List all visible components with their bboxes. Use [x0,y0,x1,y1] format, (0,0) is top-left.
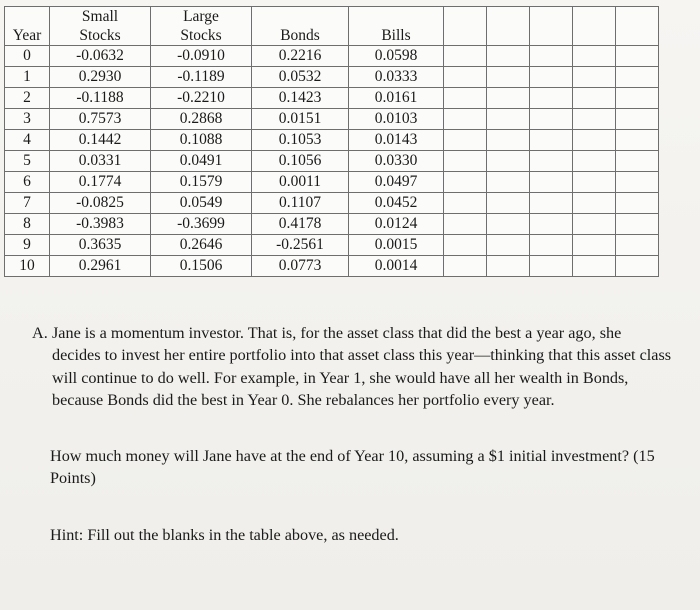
header-blank [573,7,616,46]
bonds-cell: 0.1107 [252,193,349,214]
blank-cell[interactable] [530,172,573,193]
bonds-cell: 0.0532 [252,67,349,88]
blank-cell[interactable] [487,214,530,235]
header-blank [487,7,530,46]
table-row [5,172,659,193]
blank-cell[interactable] [487,88,530,109]
year-cell: 10 [5,256,50,277]
bonds-cell: 0.2216 [252,46,349,67]
header-year: Year [5,7,50,46]
large-stocks-cell: -0.1189 [151,67,252,88]
year-cell: 7 [5,193,50,214]
large-stocks-cell: 0.2646 [151,235,252,256]
blank-cell[interactable] [530,46,573,67]
blank-cell[interactable] [487,193,530,214]
header-large-line1: Large [183,8,219,25]
table-row [5,46,659,67]
blank-cell[interactable] [487,235,530,256]
large-stocks-cell: -0.0910 [151,46,252,67]
blank-cell[interactable] [573,193,616,214]
header-bills: Bills [349,7,444,46]
blank-cell[interactable] [573,214,616,235]
blank-cell[interactable] [573,151,616,172]
table-header-row [5,7,659,46]
blank-cell[interactable] [616,172,659,193]
blank-cell[interactable] [573,172,616,193]
large-stocks-cell: 0.1506 [151,256,252,277]
year-cell: 2 [5,88,50,109]
hint-text: Hint: Fill out the blanks in the table above, as needed. [50,525,399,544]
blank-cell[interactable] [573,109,616,130]
bonds-cell: 0.1056 [252,151,349,172]
blank-cell[interactable] [444,130,487,151]
table-row [5,109,659,130]
table-row [5,214,659,235]
blank-cell[interactable] [573,88,616,109]
large-stocks-cell: 0.2868 [151,109,252,130]
year-cell: 5 [5,151,50,172]
blank-cell[interactable] [530,193,573,214]
blank-cell[interactable] [573,67,616,88]
blank-cell[interactable] [444,67,487,88]
small-stocks-cell: 0.0331 [50,151,151,172]
year-cell: 8 [5,214,50,235]
bills-cell: 0.0598 [349,46,444,67]
returns-table [4,6,659,277]
header-large-stocks [151,7,252,46]
bonds-cell: 0.1423 [252,88,349,109]
small-stocks-cell: -0.0825 [50,193,151,214]
bonds-cell: 0.0773 [252,256,349,277]
blank-cell[interactable] [530,67,573,88]
blank-cell[interactable] [530,256,573,277]
blank-cell[interactable] [616,88,659,109]
bills-cell: 0.0103 [349,109,444,130]
blank-cell[interactable] [530,109,573,130]
blank-cell[interactable] [444,88,487,109]
blank-cell[interactable] [444,256,487,277]
bonds-cell: -0.2561 [252,235,349,256]
question-text: Jane is a momentum investor. That is, for the asset class that did the best a year ago, she decides to invest her entire portfolio into that asset class this year—thinking that this asset class will continue to do well. For example, in Year 1, she would have all her wealth in Bonds, because Bonds did the best in Year 0. She rebalances her portfolio every year. [52,324,672,409]
blank-cell[interactable] [573,46,616,67]
blank-cell[interactable] [487,46,530,67]
year-cell: 6 [5,172,50,193]
large-stocks-cell: 0.1088 [151,130,252,151]
blank-cell[interactable] [616,151,659,172]
header-small-line1: Small [81,8,119,25]
blank-cell[interactable] [487,67,530,88]
bonds-cell: 0.4178 [252,214,349,235]
year-cell: 4 [5,130,50,151]
bills-cell: 0.0452 [349,193,444,214]
blank-cell[interactable] [444,109,487,130]
large-stocks-cell: 0.0549 [151,193,252,214]
year-cell: 0 [5,46,50,67]
small-stocks-cell: 0.2930 [50,67,151,88]
bills-cell: 0.0014 [349,256,444,277]
question-label: A. [32,324,48,342]
small-stocks-cell: 0.1442 [50,130,151,151]
blank-cell[interactable] [530,235,573,256]
small-stocks-cell: 0.7573 [50,109,151,130]
blank-cell[interactable] [616,67,659,88]
blank-cell[interactable] [616,235,659,256]
header-large-line2: Stocks [180,27,222,44]
header-blank [530,7,573,46]
small-stocks-cell: -0.3983 [50,214,151,235]
year-cell: 3 [5,109,50,130]
large-stocks-cell: 0.1579 [151,172,252,193]
bills-cell: 0.0161 [349,88,444,109]
bills-cell: 0.0015 [349,235,444,256]
blank-cell[interactable] [530,88,573,109]
header-bonds: Bonds [252,7,349,46]
blank-cell[interactable] [487,256,530,277]
blank-cell[interactable] [444,151,487,172]
blank-cell[interactable] [616,109,659,130]
bills-cell: 0.0333 [349,67,444,88]
large-stocks-cell: -0.2210 [151,88,252,109]
blank-cell[interactable] [530,130,573,151]
blank-cell[interactable] [573,130,616,151]
blank-cell[interactable] [530,214,573,235]
blank-cell[interactable] [444,193,487,214]
table-body [5,46,659,277]
blank-cell[interactable] [530,151,573,172]
blank-cell[interactable] [616,193,659,214]
bills-cell: 0.0124 [349,214,444,235]
question-block [32,322,672,546]
table-row [5,88,659,109]
blank-cell[interactable] [616,130,659,151]
table-row [5,256,659,277]
small-stocks-cell: -0.1188 [50,88,151,109]
small-stocks-cell: 0.2961 [50,256,151,277]
bills-cell: 0.0497 [349,172,444,193]
table-row [5,235,659,256]
table-row [5,193,659,214]
blank-cell[interactable] [444,46,487,67]
small-stocks-cell: 0.1774 [50,172,151,193]
small-stocks-cell: -0.0632 [50,46,151,67]
table-row [5,151,659,172]
blank-cell[interactable] [616,214,659,235]
table-row [5,130,659,151]
bills-cell: 0.0143 [349,130,444,151]
bonds-cell: 0.1053 [252,130,349,151]
header-blank [444,7,487,46]
blank-cell[interactable] [487,172,530,193]
small-stocks-cell: 0.3635 [50,235,151,256]
year-cell: 1 [5,67,50,88]
bonds-cell: 0.0011 [252,172,349,193]
blank-cell[interactable] [573,256,616,277]
blank-cell[interactable] [487,109,530,130]
blank-cell[interactable] [444,235,487,256]
header-small-line2: Stocks [79,27,121,44]
blank-cell[interactable] [573,235,616,256]
question-a [32,322,672,411]
large-stocks-cell: -0.3699 [151,214,252,235]
blank-cell[interactable] [444,172,487,193]
blank-cell[interactable] [487,130,530,151]
header-blank [616,7,659,46]
question-prompt: How much money will Jane have at the end of Year 10, assuming a $1 initial investment? (15 Points) [50,447,655,488]
bonds-cell: 0.0151 [252,109,349,130]
blank-cell[interactable] [616,256,659,277]
table-row [5,67,659,88]
blank-cell[interactable] [444,214,487,235]
blank-cell[interactable] [616,46,659,67]
header-small-stocks [50,7,151,46]
bills-cell: 0.0330 [349,151,444,172]
year-cell: 9 [5,235,50,256]
large-stocks-cell: 0.0491 [151,151,252,172]
blank-cell[interactable] [487,151,530,172]
